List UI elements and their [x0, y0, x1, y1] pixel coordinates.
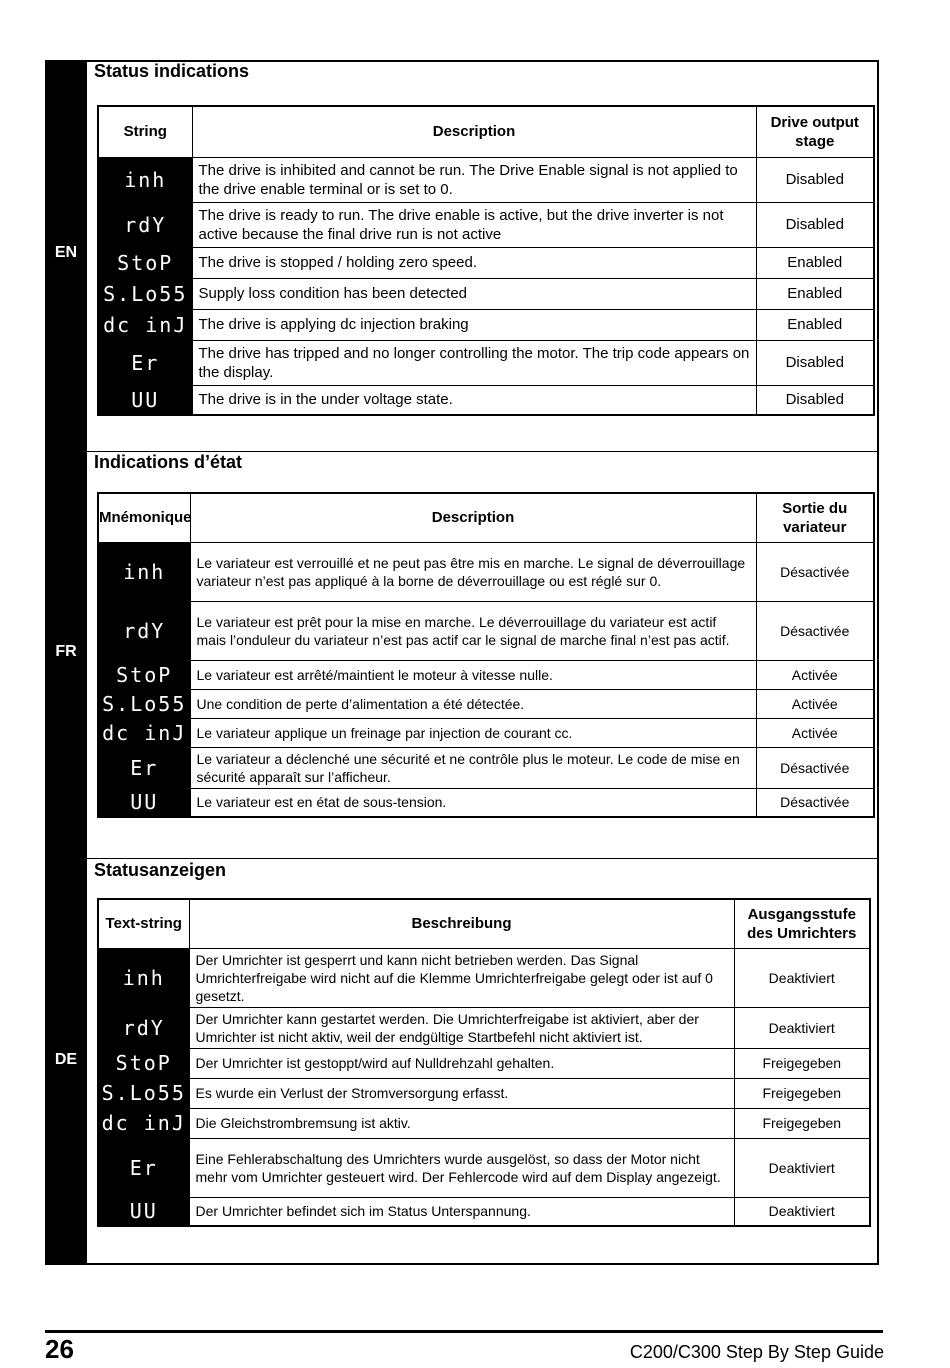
output-stage: Disabled	[756, 385, 874, 415]
status-description: Le variateur est prêt pour la mise en marche. Le déverrouillage du variateur est actif mais l’onduleur du variateur n’est pas actif car le signal de marche final n’est pas actif.	[190, 601, 756, 660]
status-code: UU	[98, 385, 192, 415]
status-code: Er	[98, 340, 192, 385]
status-description: Supply loss condition has been detected	[192, 278, 756, 309]
table-row	[98, 542, 874, 601]
table-row	[98, 1138, 870, 1197]
table-row	[98, 202, 874, 247]
status-description: Der Umrichter ist gesperrt und kann nicht betrieben werden. Das Signal Umrichterfreigabe wird nicht auf die Klemme Umrichterfreigabe gelegt oder ist auf 0 gesetzt.	[189, 948, 734, 1007]
status-code: dc inJ	[98, 1108, 189, 1138]
table-header-row	[98, 106, 874, 157]
footer-rule	[45, 1330, 883, 1333]
lang-tag-en: EN	[54, 244, 78, 261]
header-output-stage: Drive output stage	[756, 106, 874, 157]
output-stage: Activée	[756, 660, 874, 689]
header-output-stage: Sortie du variateur	[756, 493, 874, 542]
table-row	[98, 689, 874, 718]
status-description: The drive is applying dc injection braking	[192, 309, 756, 340]
status-code: S.Lo55	[98, 1078, 189, 1108]
status-code: UU	[98, 1197, 189, 1226]
status-description: The drive is ready to run. The drive enable is active, but the drive inverter is not active because the final drive run is not active	[192, 202, 756, 247]
table-row	[98, 247, 874, 278]
header-text-string: Text-string	[98, 899, 189, 948]
table-row	[98, 278, 874, 309]
status-description: Eine Fehlerabschaltung des Umrichters wurde ausgelöst, so dass der Motor nicht mehr vom Umrichter gesteuert wird. Der Fehlercode wird auf dem Display angezeigt.	[189, 1138, 734, 1197]
status-code: StoP	[98, 247, 192, 278]
table-row	[98, 1197, 870, 1226]
table-row	[98, 1108, 870, 1138]
table-row	[98, 601, 874, 660]
output-stage: Disabled	[756, 202, 874, 247]
table-row	[98, 747, 874, 788]
output-stage: Disabled	[756, 157, 874, 202]
section-title-en: Status indications	[94, 61, 250, 81]
output-stage: Enabled	[756, 309, 874, 340]
table-row	[98, 309, 874, 340]
status-description: Une condition de perte d’alimentation a été détectée.	[190, 689, 756, 718]
status-code: UU	[98, 788, 190, 817]
status-table-fr	[97, 492, 875, 818]
status-code: inh	[98, 542, 190, 601]
status-table-en	[97, 105, 875, 416]
status-description: Der Umrichter ist gestoppt/wird auf Nulldrehzahl gehalten.	[189, 1048, 734, 1078]
output-stage: Enabled	[756, 278, 874, 309]
output-stage: Désactivée	[756, 601, 874, 660]
output-stage: Disabled	[756, 340, 874, 385]
lang-tag-de: DE	[54, 1051, 78, 1068]
status-code: StoP	[98, 660, 190, 689]
guide-title: C200/C300 Step By Step Guide	[629, 1342, 884, 1362]
table-row	[98, 1078, 870, 1108]
output-stage: Freigegeben	[734, 1108, 870, 1138]
status-code: dc inJ	[98, 718, 190, 747]
table-row	[98, 948, 870, 1007]
status-description: Le variateur a déclenché une sécurité et ne contrôle plus le moteur. Le code de mise en sécurité apparaît sur l’afficheur.	[190, 747, 756, 788]
table-row	[98, 1007, 870, 1048]
lang-tag-fr: FR	[55, 643, 77, 660]
header-description: Description	[190, 493, 756, 542]
status-description: Es wurde ein Verlust der Stromversorgung erfasst.	[189, 1078, 734, 1108]
table-header-row	[98, 493, 874, 542]
status-description: The drive is in the under voltage state.	[192, 385, 756, 415]
output-stage: Deaktiviert	[734, 1197, 870, 1226]
output-stage: Freigegeben	[734, 1078, 870, 1108]
table-row	[98, 157, 874, 202]
output-stage: Deaktiviert	[734, 1007, 870, 1048]
status-description: Le variateur est verrouillé et ne peut pas être mis en marche. Le signal de déverrouillage variateur n’est pas appliqué à la borne de déverrouillage ou est réglé sur 0.	[190, 542, 756, 601]
status-code: dc inJ	[98, 309, 192, 340]
section-divider	[87, 858, 879, 859]
status-code: S.Lo55	[98, 689, 190, 718]
table-header-row	[98, 899, 870, 948]
section-title-fr: Indications d’état	[94, 452, 243, 472]
status-description: The drive is inhibited and cannot be run. The Drive Enable signal is not applied to the drive enable terminal or is set to 0.	[192, 157, 756, 202]
output-stage: Freigegeben	[734, 1048, 870, 1078]
status-description: The drive is stopped / holding zero speed.	[192, 247, 756, 278]
section-title-de: Statusanzeigen	[94, 860, 227, 880]
output-stage: Désactivée	[756, 788, 874, 817]
table-row	[98, 1048, 870, 1078]
status-code: rdY	[98, 601, 190, 660]
table-row	[98, 660, 874, 689]
status-description: Le variateur applique un freinage par injection de courant cc.	[190, 718, 756, 747]
output-stage: Désactivée	[756, 747, 874, 788]
status-description: Die Gleichstrombremsung ist aktiv.	[189, 1108, 734, 1138]
status-code: inh	[98, 948, 189, 1007]
status-description: Der Umrichter kann gestartet werden. Die Umrichterfreigabe ist aktiviert, aber der Umrichter ist nicht aktiv, weil der endgültige Startbefehl nicht aktiviert ist.	[189, 1007, 734, 1048]
status-code: rdY	[98, 202, 192, 247]
status-description: Der Umrichter befindet sich im Status Unterspannung.	[189, 1197, 734, 1226]
header-description: Description	[192, 106, 756, 157]
output-stage: Activée	[756, 718, 874, 747]
status-description: The drive has tripped and no longer controlling the motor. The trip code appears on the display.	[192, 340, 756, 385]
output-stage: Deaktiviert	[734, 1138, 870, 1197]
header-mnemonic: Mnémonique	[98, 493, 190, 542]
status-description: Le variateur est arrêté/maintient le moteur à vitesse nulle.	[190, 660, 756, 689]
table-row	[98, 788, 874, 817]
status-table-de	[97, 898, 871, 1227]
header-output-stage: Ausgangsstufe des Umrichters	[734, 899, 870, 948]
status-code: S.Lo55	[98, 278, 192, 309]
output-stage: Enabled	[756, 247, 874, 278]
status-code: StoP	[98, 1048, 189, 1078]
output-stage: Activée	[756, 689, 874, 718]
table-row	[98, 718, 874, 747]
status-description: Le variateur est en état de sous-tension.	[190, 788, 756, 817]
table-row	[98, 340, 874, 385]
output-stage: Désactivée	[756, 542, 874, 601]
output-stage: Deaktiviert	[734, 948, 870, 1007]
status-code: Er	[98, 1138, 189, 1197]
header-description: Beschreibung	[189, 899, 734, 948]
status-code: rdY	[98, 1007, 189, 1048]
table-row	[98, 385, 874, 415]
status-code: Er	[98, 747, 190, 788]
page-number: 26	[45, 1334, 74, 1364]
header-string: String	[98, 106, 192, 157]
status-code: inh	[98, 157, 192, 202]
